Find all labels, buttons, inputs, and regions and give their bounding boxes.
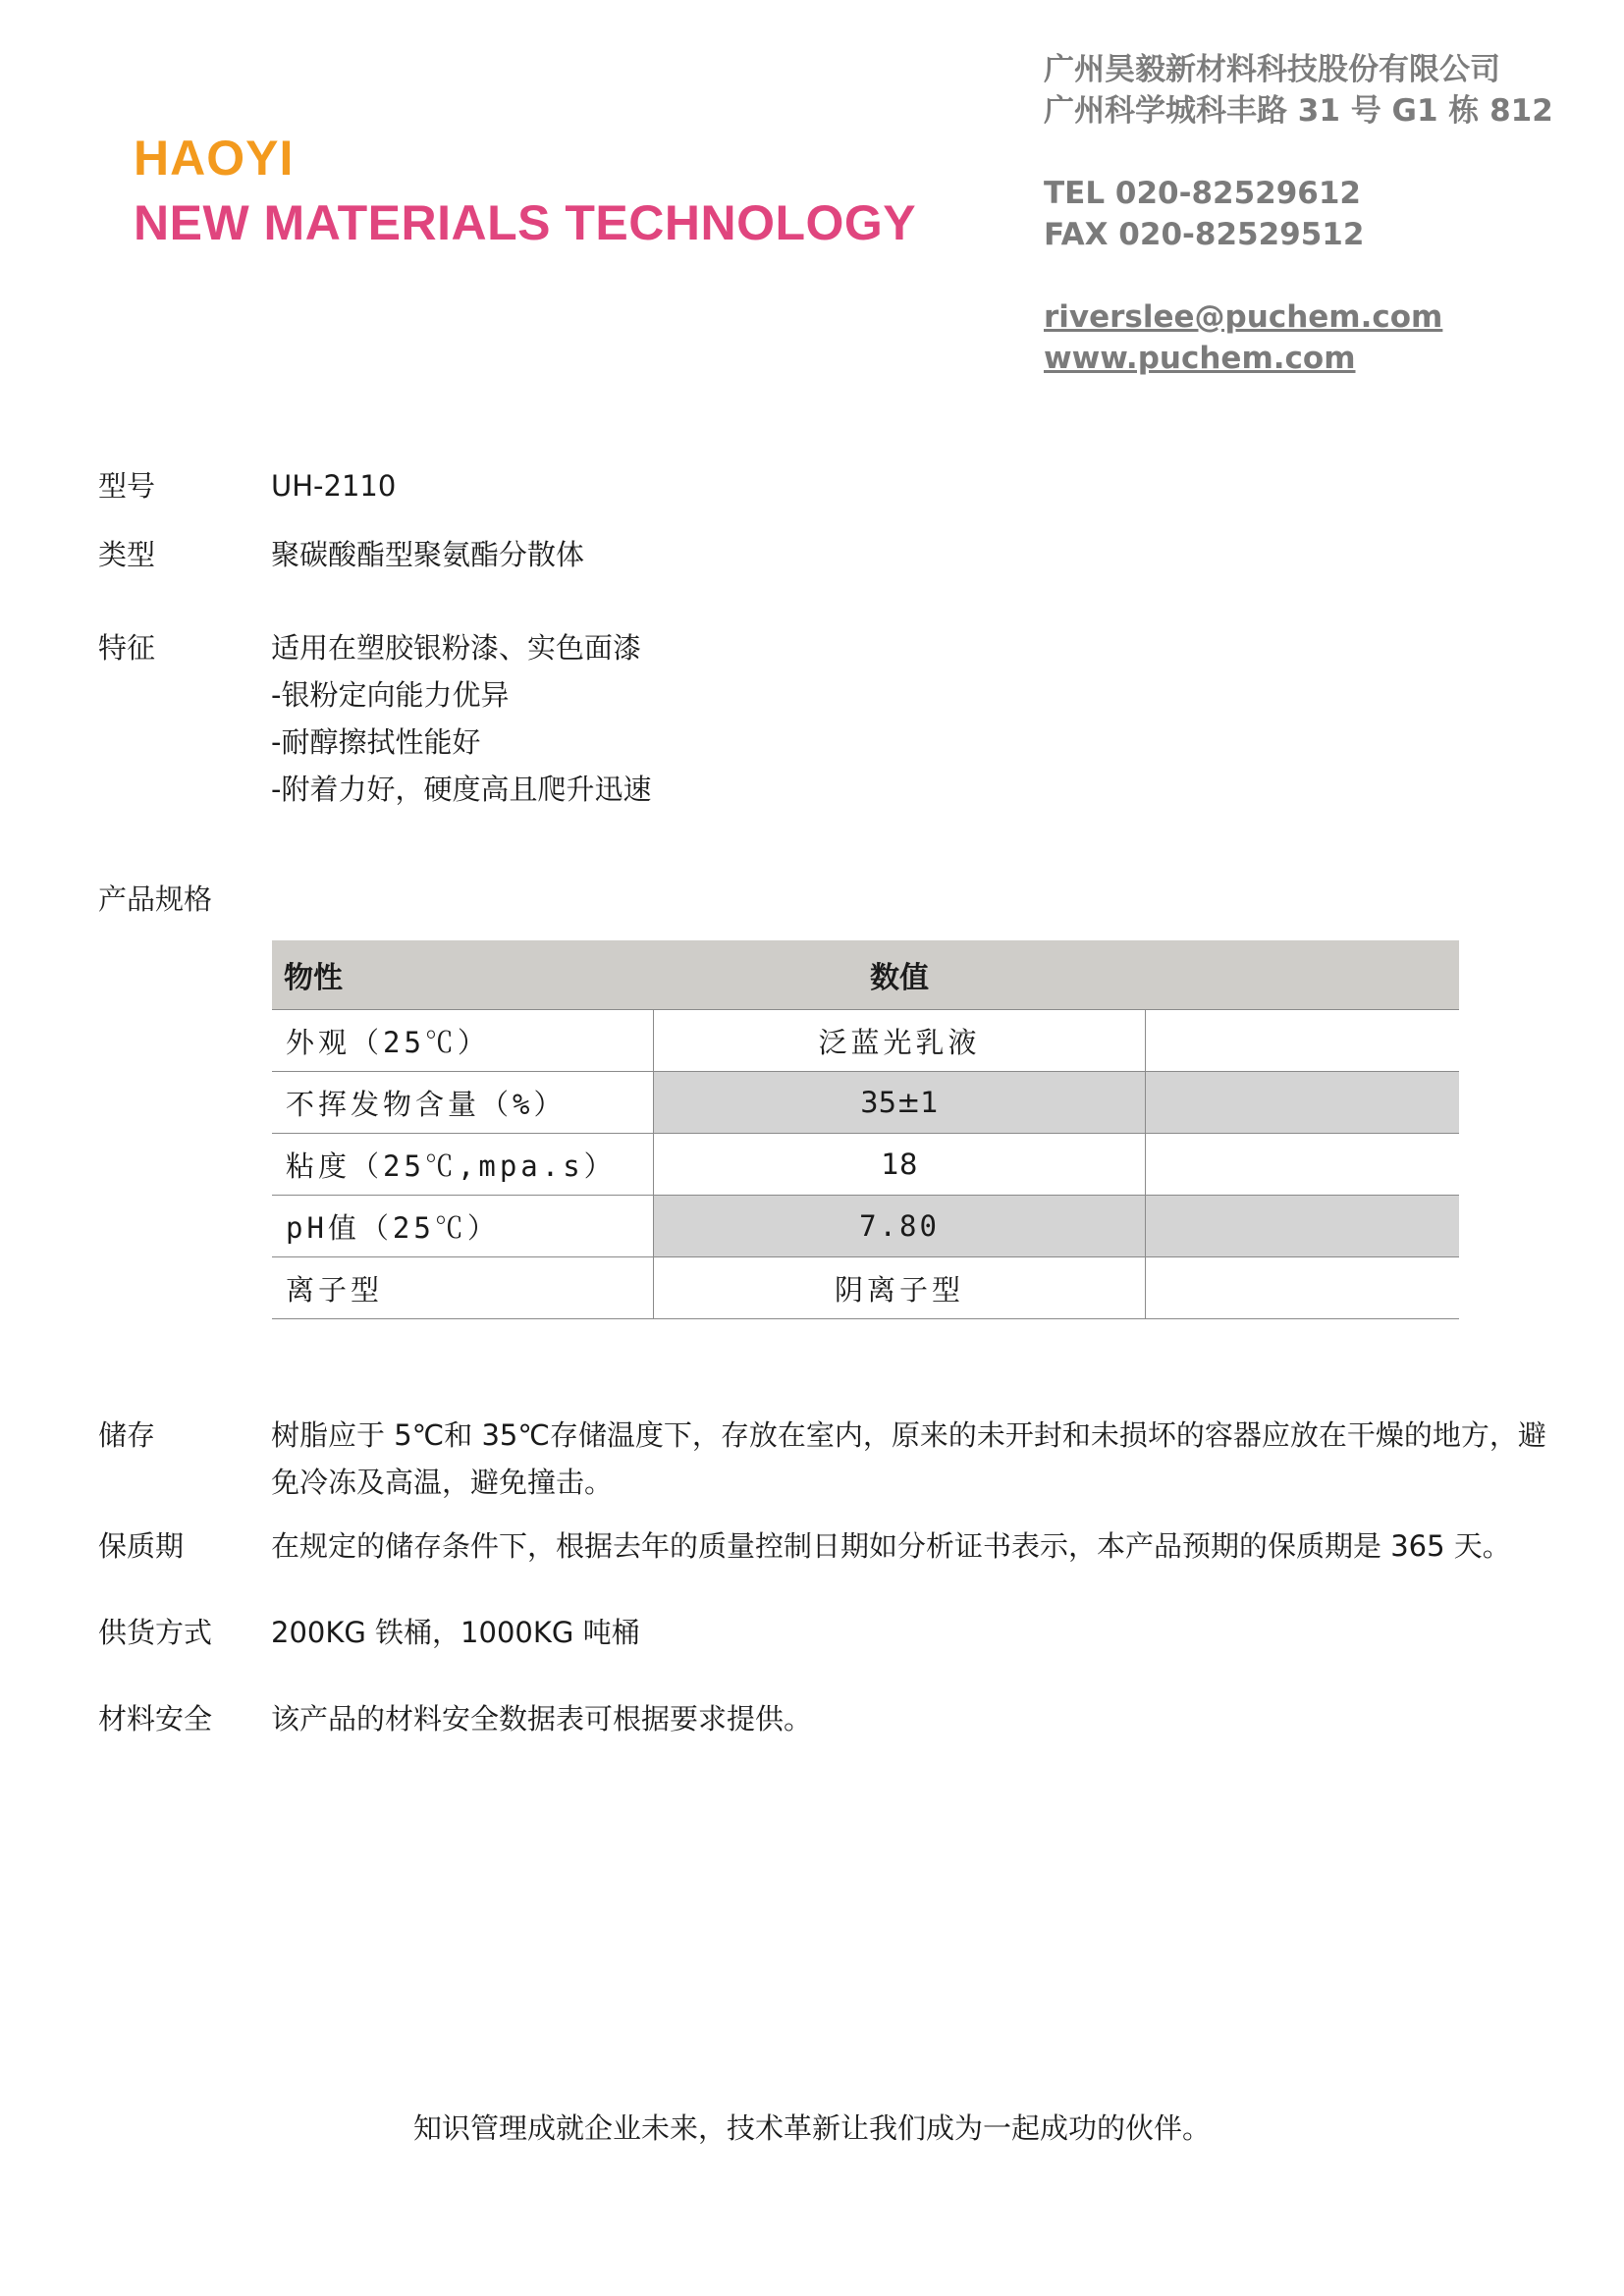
supply-label: 供货方式 [98,1616,213,1649]
property-cell: pH值（25℃） [272,1196,654,1257]
spec-table [272,940,1459,1319]
supply-value: 200KG 铁桶，1000KG 吨桶 [271,1616,640,1649]
tel-number: TEL 020-82529612 [1044,176,1362,211]
value-cell: 35±1 [654,1072,1146,1134]
model-value: UH-2110 [271,469,397,503]
type-value: 聚碳酸酯型聚氨酯分散体 [271,538,585,571]
value-cell: 阴离子型 [654,1257,1146,1319]
property-cell: 粘度（25℃,mpa.s） [272,1134,654,1196]
safety-value: 该产品的材料安全数据表可根据要求提供。 [271,1702,813,1735]
header-value: 数值 [654,940,1146,1010]
company-name: 广州昊毅新材料科技股份有限公司 [1044,52,1500,87]
feature-line: 适用在塑胶银粉漆、实色面漆 [271,631,642,665]
fax-number: FAX 020-82529512 [1044,217,1365,252]
email-link[interactable]: riverslee@puchem.com [1044,299,1443,335]
brand-name: HAOYI [134,131,295,186]
website-link[interactable]: www.puchem.com [1044,341,1356,376]
table-row [272,1257,1459,1319]
property-cell: 不挥发物含量（%） [272,1072,654,1134]
feature-line: -银粉定向能力优异 [271,678,510,712]
shelf-life-value: 在规定的储存条件下，根据去年的质量控制日期如分析证书表示，本产品预期的保质期是 365 天。 [271,1529,1511,1563]
header-property: 物性 [272,940,654,1010]
spec-label: 产品规格 [98,882,213,916]
table-header-row [272,940,1459,1010]
property-cell: 离子型 [272,1257,654,1319]
brand-logo-text [134,126,916,255]
feature-line: -附着力好，硬度高且爬升迅速 [271,773,652,806]
company-address: 广州科学城科丰路 31 号 G1 栋 812 [1044,93,1553,129]
table-row [272,1134,1459,1196]
model-label: 型号 [98,469,156,503]
storage-line: 免冷冻及高温，避免撞击。 [271,1466,614,1499]
footer-slogan: 知识管理成就企业未来，技术革新让我们成为一起成功的伙伴。 [412,2111,1211,2145]
storage-label: 储存 [98,1418,156,1452]
features-list [271,624,1624,813]
features-label: 特征 [98,631,156,665]
value-cell: 18 [654,1134,1146,1196]
table-row [272,1196,1459,1257]
shelf-life-label: 保质期 [98,1529,185,1563]
table-row [272,1010,1459,1072]
table-row [272,1072,1459,1134]
property-cell: 外观（25℃） [272,1010,654,1072]
value-cell: 7.80 [654,1196,1146,1257]
storage-text [271,1412,1624,1506]
contact-block [1044,49,1553,379]
feature-line: -耐醇擦拭性能好 [271,725,481,759]
safety-label: 材料安全 [98,1702,213,1735]
value-cell: 泛蓝光乳液 [654,1010,1146,1072]
type-label: 类型 [98,538,156,571]
brand-subtitle: NEW MATERIALS TECHNOLOGY [134,195,917,250]
storage-line: 树脂应于 5℃和 35℃存储温度下，存放在室内，原来的未开封和未损坏的容器应放在干燥的地方，避 [271,1418,1546,1452]
